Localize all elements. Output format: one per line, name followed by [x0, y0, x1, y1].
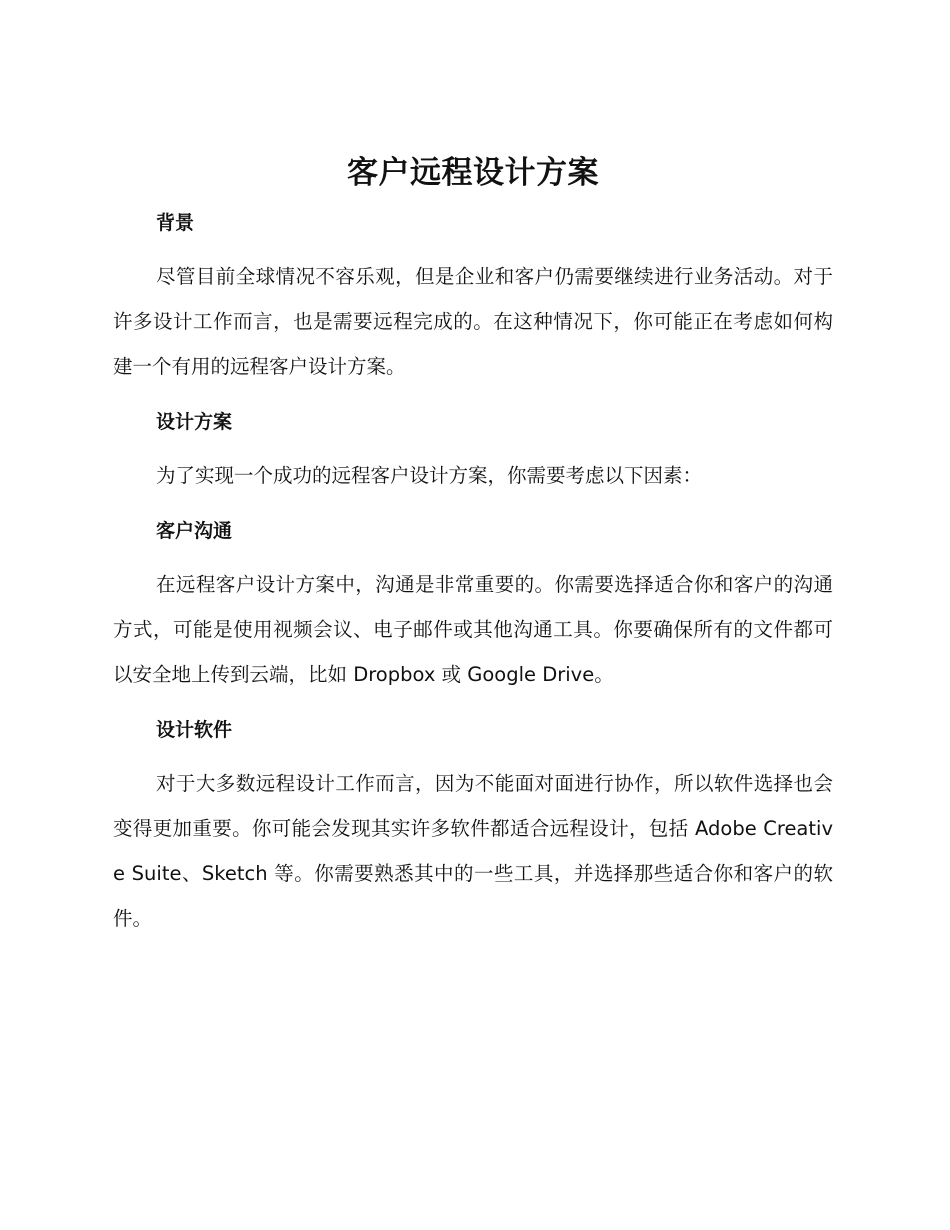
section-heading-client-communication: 客户沟通: [156, 520, 233, 542]
section-paragraph-background: 尽管目前全球情况不容乐观，但是企业和客户仍需要继续进行业务活动。对于许多设计工作而言，也是需要远程完成的。在这种情况下，你可能正在考虑如何构建一个有用的远程客户设计方案。: [113, 265, 833, 378]
spacer: [113, 196, 833, 208]
section-heading-design-software: 设计软件: [156, 719, 233, 741]
spacer: [113, 238, 833, 254]
section-heading-background: 背景: [156, 212, 195, 234]
spacer: [113, 546, 833, 562]
section-paragraph-design-plan: 为了实现一个成功的远程客户设计方案，你需要考虑以下因素：: [156, 464, 703, 487]
section-paragraph-client-communication: 在远程客户设计方案中，沟通是非常重要的。你需要选择适合你和客户的沟通方式，可能是使用视频会议、电子邮件或其他沟通工具。你要确保所有的文件都可以安全地上传到云端，比如 Dropbox 或 Google Drive。: [113, 573, 833, 686]
spacer: [113, 697, 833, 715]
spacer: [113, 437, 833, 453]
spacer: [113, 498, 833, 516]
document-title: 客户远程设计方案: [347, 155, 599, 191]
section-heading-design-plan: 设计方案: [156, 411, 233, 433]
spacer: [113, 745, 833, 761]
section-paragraph-design-software: 对于大多数远程设计工作而言，因为不能面对面进行协作，所以软件选择也会变得更加重要。你可能会发现其实许多软件都适合远程设计，包括 Adobe Creative Suite、Sketch 等。你需要熟悉其中的一些工具，并选择那些适合你和客户的软件。: [113, 772, 833, 930]
document-body: [113, 150, 833, 941]
spacer: [113, 389, 833, 407]
